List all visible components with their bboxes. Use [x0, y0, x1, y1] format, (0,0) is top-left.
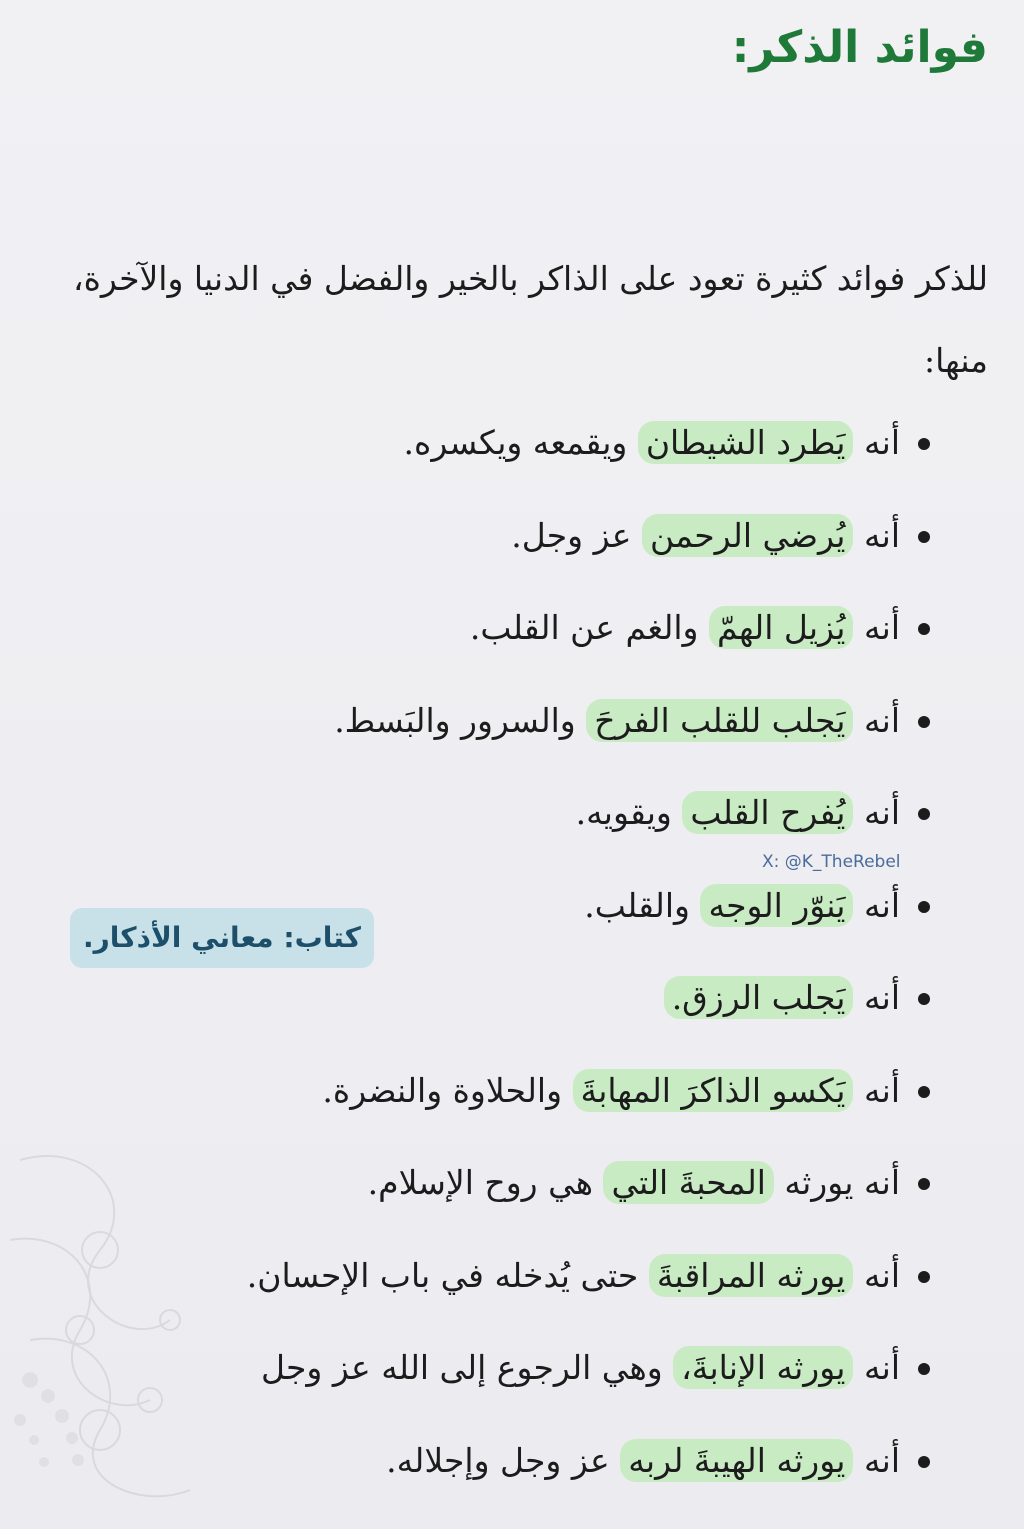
benefit-highlight: المحبةَ التي [603, 1161, 773, 1204]
benefit-highlight: يورثه الإنابةَ، [673, 1346, 853, 1389]
benefit-suffix: ويقمعه ويكسره. [403, 423, 638, 462]
benefit-highlight: يَجلب للقلب الفرحَ [586, 699, 853, 742]
benefit-prefix: أنه [853, 1348, 900, 1387]
benefit-prefix: أنه [853, 978, 900, 1017]
benefit-item [247, 1333, 900, 1426]
benefit-suffix: والقلب. [584, 885, 701, 925]
bullet-icon [918, 808, 930, 820]
bullet-icon [918, 1456, 930, 1468]
benefit-highlight: يورثه الهيبةَ لربه [620, 1439, 853, 1482]
bullet-icon [918, 716, 930, 728]
benefit-prefix: أنه [853, 1070, 900, 1110]
benefit-item [247, 686, 900, 779]
floral-ornament-decoration [0, 1120, 260, 1529]
benefit-prefix: أنه [853, 1255, 900, 1295]
bullet-icon [918, 1363, 930, 1375]
benefit-item [247, 501, 900, 594]
benefit-item [247, 1426, 900, 1519]
benefit-highlight: يَجلب الرزق. [664, 976, 854, 1019]
benefit-prefix: أنه [853, 608, 900, 647]
benefit-suffix: هي روح الإسلام. [367, 1163, 604, 1202]
benefit-prefix: أنه [853, 885, 900, 925]
benefit-prefix: أنه [853, 793, 900, 832]
benefit-highlight: يَطرد الشيطان [638, 421, 854, 464]
benefit-suffix: حتى يُدخله في باب الإحسان. [246, 1255, 649, 1295]
benefit-prefix: أنه [853, 1440, 900, 1480]
page-title: فوائد الذكر: [731, 22, 988, 73]
benefit-suffix: وهي الرجوع إلى الله عز وجل [261, 1348, 674, 1387]
benefit-highlight: يَنوّر الوجه [700, 884, 853, 927]
benefit-prefix: أنه [853, 515, 900, 555]
bullet-icon [918, 531, 930, 543]
source-badge: كتاب: معاني الأذكار. [70, 908, 374, 968]
benefit-suffix: والغم عن القلب. [469, 608, 709, 647]
benefit-highlight: يُزيل الهمّ [709, 606, 853, 649]
benefit-prefix: أنه [853, 700, 900, 740]
benefit-highlight: يَكسو الذاكرَ المهابةَ [573, 1069, 854, 1112]
bullet-icon [918, 438, 930, 450]
benefit-highlight: يُرضي الرحمن [642, 514, 853, 557]
bullet-icon [918, 993, 930, 1005]
intro-paragraph: للذكر فوائد كثيرة تعود على الذاكر بالخير والفضل في الدنيا والآخرة، منها: [72, 259, 988, 380]
benefit-item [247, 593, 900, 686]
benefit-item [247, 1241, 900, 1334]
benefit-suffix: والحلاوة والنضرة. [322, 1070, 573, 1110]
bullet-icon [918, 901, 930, 913]
benefit-highlight: يورثه المراقبةَ [649, 1254, 854, 1297]
bullet-icon [918, 623, 930, 635]
benefit-suffix: ويقويه. [575, 793, 683, 832]
benefit-highlight: يُفرح القلب [682, 791, 853, 834]
benefit-prefix: أنه [853, 423, 900, 462]
benefit-item [247, 963, 900, 1056]
bullet-icon [918, 1086, 930, 1098]
watermark-handle: X: @K_TheRebel [762, 852, 901, 872]
benefit-item [247, 1056, 900, 1149]
bullet-icon [918, 1178, 930, 1190]
benefit-suffix: عز وجل. [511, 515, 642, 555]
benefit-prefix: أنه يورثه [773, 1163, 900, 1202]
benefit-suffix: والسرور والبَسط. [334, 700, 587, 740]
benefit-item [247, 1148, 900, 1241]
benefit-suffix: عز وجل وإجلاله. [386, 1440, 621, 1480]
bullet-icon [918, 1271, 930, 1283]
benefit-item [247, 408, 900, 501]
